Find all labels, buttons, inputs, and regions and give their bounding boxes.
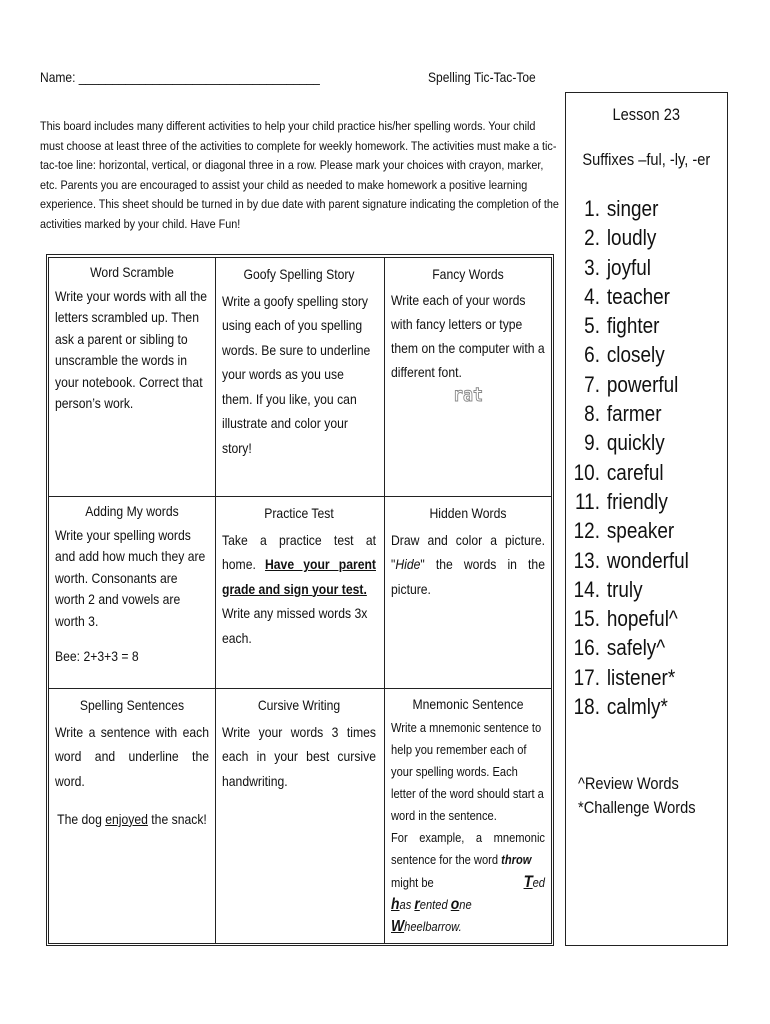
example-letter: T (523, 872, 533, 891)
spelling-word-item (569, 223, 689, 252)
lesson-suffixes (565, 150, 728, 170)
cell-title: Spelling Sentences (79, 697, 185, 713)
word-number: 5. (584, 313, 600, 339)
parent-sign-instruction: Have your parent grade and sign your test. (222, 556, 376, 597)
word-number: 14. (573, 576, 600, 602)
cell-title: Word Scramble (90, 264, 174, 280)
lesson-title-text: Lesson 23 (612, 105, 681, 124)
example-underlined-word: enjoyed (105, 811, 148, 827)
word-number: 12. (573, 518, 600, 544)
word-number: 1. (584, 196, 600, 221)
word-text: safely^ (606, 635, 666, 661)
spelling-word-item (569, 253, 689, 282)
spelling-word-item (569, 663, 689, 692)
review-words-legend: ^Review Words (578, 774, 679, 793)
cell-text-part: " the words in the picture. (391, 556, 545, 597)
cell-text: Write a goofy spelling story using each of you spelling words. Be sure to underline your words as you use them. If you like, you can illustrate and color your story! (222, 292, 371, 456)
word-text: farmer (606, 401, 662, 427)
word-number: 13. (573, 547, 600, 573)
cell-title: Cursive Writing (257, 697, 341, 713)
cell-text: Write a sentence with each word and underline the word. (55, 723, 209, 789)
mnemonic-example (391, 827, 545, 871)
cell-text: Write your spelling words and add how much they are worth. Consonants are worth 2 and vowels are worth 3. (55, 526, 206, 629)
spelling-word-item (569, 633, 689, 662)
cell-text: Write your words with all the letters scrambled up. Then ask a parent or sibling to unscramble the words in your notebook. Correct that person’s work. (55, 287, 208, 411)
cell-practice-test (215, 496, 385, 689)
cell-title: Fancy Words (432, 266, 504, 282)
word-text: closely (606, 342, 665, 368)
spelling-word-item (569, 399, 689, 428)
example-letter: o (450, 896, 460, 913)
cell-title: Practice Test (264, 505, 334, 521)
spelling-word-item (569, 516, 689, 545)
word-number: 8. (584, 401, 600, 427)
spelling-word-item (569, 692, 689, 721)
cell-mnemonic-sentence (384, 688, 552, 944)
cell-title: Mnemonic Sentence (412, 696, 524, 712)
cell-text-part: Take a practice test at home. (222, 531, 376, 572)
word-number: 2. (584, 225, 600, 251)
word-text: singer (606, 196, 659, 221)
word-text: hopeful^ (606, 606, 678, 632)
word-text: loudly (606, 225, 657, 251)
word-text: listener* (606, 664, 676, 690)
spelling-word-item (569, 311, 689, 340)
cell-text: Write each of your words with fancy letters or type them on the computer with a different font. (391, 292, 545, 380)
word-number: 15. (573, 606, 600, 632)
spelling-word-item (569, 340, 689, 369)
cell-text: Write your words 3 times each in your best cursive handwriting. (222, 723, 376, 789)
spelling-word-item (569, 370, 689, 399)
name-field-label: Name: ____________________________________ (40, 69, 320, 85)
cell-text-italic: Hide (395, 556, 421, 572)
cell-text (222, 528, 376, 602)
fancy-sample-word: rat (453, 384, 483, 406)
cell-text (391, 528, 545, 602)
word-text: teacher (606, 283, 670, 309)
intro-paragraph (40, 117, 559, 234)
cell-goofy-spelling-story (215, 257, 385, 497)
cell-text: Write a mnemonic sentence to help you remember each of your spelling words. Each letter of the word should start a word in the sentence. (391, 720, 544, 823)
word-number: 10. (573, 459, 600, 485)
word-text: speaker (606, 518, 675, 544)
example-letter: W (391, 918, 405, 935)
example-part: might be (391, 875, 434, 890)
word-number: 11. (575, 488, 600, 514)
word-text: truly (606, 576, 643, 602)
example-part: ne (459, 897, 472, 912)
example-part: The dog (57, 811, 106, 827)
cell-example (55, 807, 209, 832)
cell-title: Goofy Spelling Story (243, 266, 355, 282)
spelling-word-item (569, 546, 689, 575)
word-number: 4. (584, 283, 600, 309)
cell-cursive-writing (215, 688, 385, 944)
example-part: heelbarrow. (404, 919, 462, 934)
cell-hidden-words (384, 496, 552, 689)
example-word: throw (501, 852, 532, 867)
cell-fancy-words (384, 257, 552, 497)
word-number: 18. (573, 694, 600, 720)
cell-adding-my-words (48, 496, 216, 689)
word-legend (578, 772, 696, 820)
word-text: joyful (606, 254, 652, 280)
word-text: calmly* (606, 694, 668, 720)
word-number: 9. (584, 430, 600, 456)
spelling-word-list (569, 194, 708, 721)
page-title: Spelling Tic-Tac-Toe (428, 69, 536, 85)
example-letter: h (391, 896, 400, 913)
lesson-suffixes-text: Suffixes –ful, -ly, -er (582, 150, 711, 169)
cell-title: Adding My words (85, 503, 179, 519)
lesson-title (565, 105, 728, 125)
example-intro: For example, a mnemonic sentence for the word (391, 830, 545, 867)
word-text: fighter (606, 313, 660, 339)
word-number: 3. (584, 254, 600, 280)
example-part: the snack! (147, 811, 207, 827)
example-letter: r (414, 896, 420, 913)
cell-text-after: Write any missed words 3x each. (222, 605, 368, 646)
cell-text-part: Draw and color a picture. " (391, 531, 545, 572)
mnemonic-example-line (391, 894, 545, 938)
word-number: 16. (573, 635, 600, 661)
word-text: quickly (606, 430, 665, 456)
cell-word-scramble (48, 257, 216, 497)
spelling-word-item (569, 194, 689, 223)
cell-spelling-sentences (48, 688, 216, 944)
cell-title: Hidden Words (429, 505, 507, 521)
word-number: 6. (584, 342, 600, 368)
spelling-word-item (569, 604, 689, 633)
cell-example: Bee: 2+3+3 = 8 (55, 648, 139, 664)
challenge-words-legend: *Challenge Words (578, 798, 696, 817)
intro-text: This board includes many different activities to help your child practice his/her spelling words. Your child must choose at least three of the activities to complete for weekly homework. The activities must make a tic-tac-toe line: horizontal, vertical, or diagonal three in a row. Please mark your choices with crayon, marker, etc. Parents you are encouraged to assist your child as needed to make homework a positive learning experience. This sheet should be turned in by due date with parent signature indicating the completion of the activities marked by your child. Have Fun! (40, 119, 559, 231)
word-text: friendly (606, 488, 668, 514)
word-text: wonderful (606, 547, 689, 573)
example-part: ed (532, 875, 545, 890)
example-part: as (399, 897, 415, 912)
word-number: 7. (584, 371, 600, 397)
word-text: careful (606, 459, 664, 485)
spelling-word-item (569, 575, 689, 604)
mnemonic-example-line (391, 871, 545, 894)
word-number: 17. (573, 664, 600, 690)
spelling-word-item (569, 428, 689, 457)
word-text: powerful (606, 371, 679, 397)
spelling-word-item (569, 282, 689, 311)
spelling-word-item (569, 458, 689, 487)
spelling-word-item (569, 487, 689, 516)
example-part: ented (419, 897, 451, 912)
